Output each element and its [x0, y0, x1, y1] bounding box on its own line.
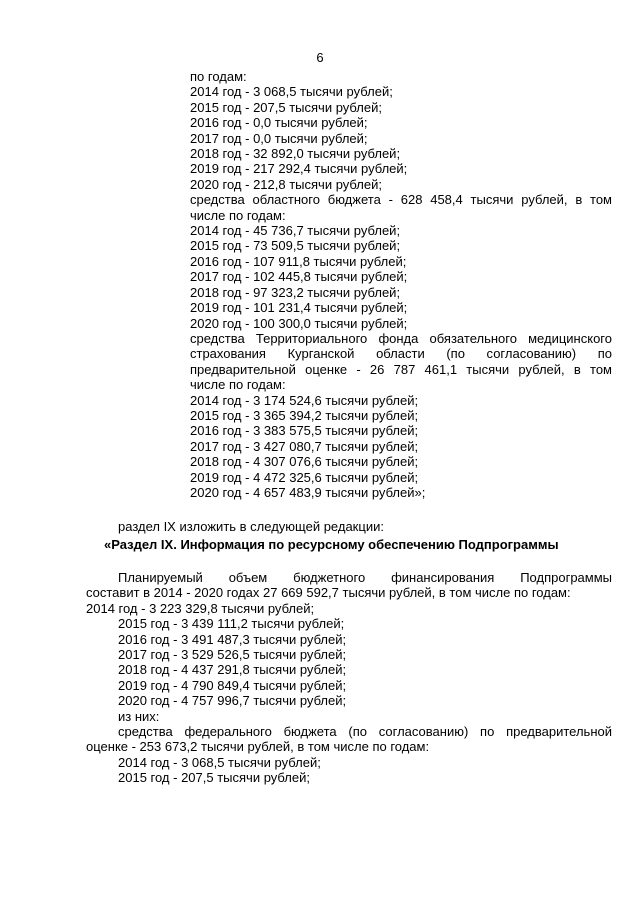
fed-year-line: 2015 год - 207,5 тысячи рублей;	[190, 99, 382, 115]
total-year-line: 2020 год - 4 757 996,7 тысячи рублей;	[118, 693, 347, 709]
text-line: Планируемый объем бюджетного финансирования Подпрограммы	[118, 570, 612, 585]
fed-year-line: 2019 год - 217 292,4 тысячи рублей;	[190, 161, 408, 177]
regional-year-line: 2015 год - 73 509,5 тысячи рублей;	[190, 238, 401, 254]
text-line: предварительной оценке - 26 787 461,1 тысячи рублей, в том	[190, 361, 612, 377]
total-year-line: 2018 год - 4 437 291,8 тысячи рублей;	[118, 662, 347, 678]
total-year-line: 2017 год - 3 529 526,5 тысячи рублей;	[118, 647, 347, 663]
total-year-line: 2016 год - 3 491 487,3 тысячи рублей;	[118, 631, 347, 647]
text-line: числе по годам:	[190, 207, 286, 223]
subprogram-funding-block	[190, 69, 612, 500]
fund-year-line: 2016 год - 3 383 575,5 тысячи рублей;	[190, 423, 419, 439]
fed-year-line: 2014 год - 3 068,5 тысячи рублей;	[118, 754, 321, 770]
text-line: по годам:	[190, 69, 247, 84]
text-line: 2014 год - 3 223 329,8 тысячи рублей;	[86, 600, 315, 616]
fed-year-line: 2016 год - 0,0 тысячи рублей;	[190, 115, 368, 131]
fund-year-line: 2017 год - 3 427 080,7 тысячи рублей;	[190, 438, 419, 454]
resource-section-body	[86, 570, 612, 786]
total-year-line: 2019 год - 4 790 849,4 тысячи рублей;	[118, 677, 347, 693]
fed-year-line: 2015 год - 207,5 тысячи рублей;	[118, 770, 310, 786]
fund-year-line: 2014 год - 3 174 524,6 тысячи рублей;	[190, 392, 419, 408]
fund-year-line: 2019 год - 4 472 325,6 тысячи рублей;	[190, 469, 419, 485]
text-line: из них:	[118, 708, 160, 724]
text-line: числе по годам:	[190, 377, 286, 393]
text-line: средства федерального бюджета (по согласованию) по предварительной	[118, 724, 612, 740]
fed-year-line: 2020 год - 212,8 тысячи рублей;	[190, 176, 382, 192]
text-line: средства Территориального фонда обязательного медицинского	[190, 330, 612, 346]
regional-year-line: 2014 год - 45 736,7 тысячи рублей;	[190, 223, 401, 239]
text-line: оценке - 253 673,2 тысячи рублей, в том числе по годам:	[86, 739, 430, 755]
page-number: 6	[316, 50, 324, 65]
fed-year-line: 2018 год - 32 892,0 тысячи рублей;	[190, 146, 401, 162]
regional-year-line: 2020 год - 100 300,0 тысячи рублей;	[190, 315, 408, 331]
fed-year-line: 2017 год - 0,0 тысячи рублей;	[190, 130, 368, 146]
text-line: страхования Курганской области (по согласованию) по	[190, 346, 612, 362]
regional-year-line: 2016 год - 107 911,8 тысячи рублей;	[190, 253, 407, 269]
total-year-line: 2015 год - 3 439 111,2 тысячи рублей;	[118, 616, 345, 632]
amendment-instruction: раздел IX изложить в следующей редакции:	[118, 519, 384, 534]
section-heading: «Раздел IX. Информация по ресурсному обеспечению Подпрограммы	[104, 537, 559, 552]
text-line: средства областного бюджета - 628 458,4 тысячи рублей, в том	[190, 192, 612, 208]
regional-year-line: 2017 год - 102 445,8 тысячи рублей;	[190, 269, 408, 285]
regional-year-line: 2018 год - 97 323,2 тысячи рублей;	[190, 284, 401, 300]
regional-year-line: 2019 год - 101 231,4 тысячи рублей;	[190, 300, 408, 316]
fund-year-line: 2018 год - 4 307 076,6 тысячи рублей;	[190, 454, 419, 470]
text-line: составит в 2014 - 2020 годах 27 669 592,7 тысячи рублей, в том числе по годам:	[86, 585, 571, 601]
fund-year-line: 2020 год - 4 657 483,9 тысячи рублей»;	[190, 484, 426, 500]
fed-year-line: 2014 год - 3 068,5 тысячи рублей;	[190, 84, 393, 100]
fund-year-line: 2015 год - 3 365 394,2 тысячи рублей;	[190, 407, 419, 423]
